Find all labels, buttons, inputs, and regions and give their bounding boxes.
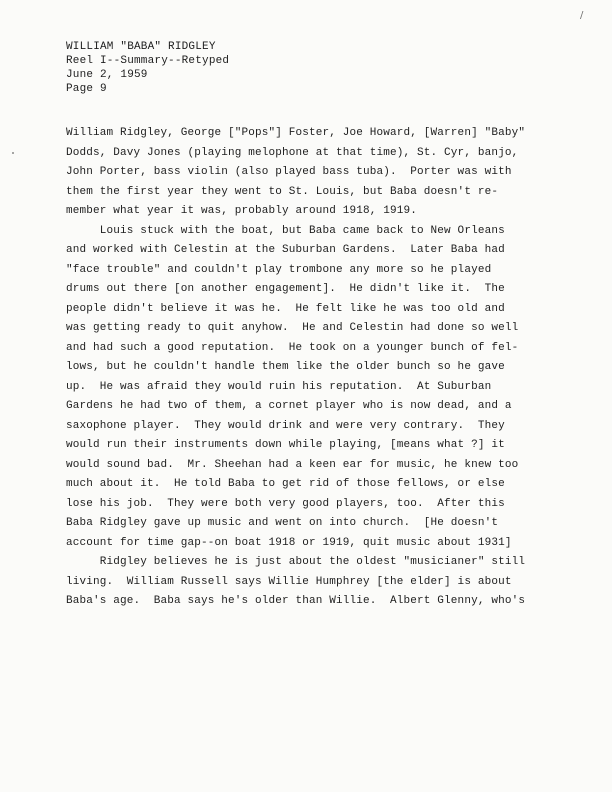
margin-mark: / xyxy=(580,10,584,21)
header-reel: Reel I--Summary--Retyped xyxy=(66,55,230,67)
body-line: Baba Ridgley gave up music and went on into church. [He doesn't xyxy=(66,517,499,529)
document-body xyxy=(66,124,606,612)
body-line: lows, but he couldn't handle them like the older bunch so he gave xyxy=(66,361,505,373)
body-line: up. He was afraid they would ruin his reputation. At Suburban xyxy=(66,380,492,393)
body-line: saxophone player. They would drink and were very contrary. They xyxy=(66,419,505,432)
body-line: would sound bad. Mr. Sheehan had a keen ear for music, he knew too xyxy=(66,458,519,471)
body-line: much about it. He told Baba to get rid of those fellows, or else xyxy=(66,478,505,490)
body-line: William Ridgley, George ["Pops"] Foster, Joe Howard, [Warren] "Baby" xyxy=(66,127,526,139)
body-line: Gardens he had two of them, a cornet player who is now dead, and a xyxy=(66,400,512,412)
body-line: living. William Russell says Willie Humphrey [the elder] is about xyxy=(66,575,512,588)
body-line: was getting ready to quit anyhow. He and Celestin had done so well xyxy=(66,322,519,334)
body-line: Dodds, Davy Jones (playing melophone at that time), St. Cyr, banjo, xyxy=(66,146,519,159)
body-line: would run their instruments down while playing, [means what ?] it xyxy=(66,439,505,451)
body-line: and had such a good reputation. He took on a younger bunch of fel- xyxy=(66,341,519,354)
body-line: and worked with Celestin at the Suburban Gardens. Later Baba had xyxy=(66,244,505,256)
body-line: "face trouble" and couldn't play trombone any more so he played xyxy=(66,263,492,276)
header-title: WILLIAM "BABA" RIDGLEY xyxy=(66,41,216,53)
header-date: June 2, 1959 xyxy=(66,69,148,81)
body-line: Baba's age. Baba says he's older than Willie. Albert Glenny, who's xyxy=(66,595,526,607)
body-line: people didn't believe it was he. He felt like he was too old and xyxy=(66,302,505,315)
document-header xyxy=(66,40,229,96)
body-line: member what year it was, probably around 1918, 1919. xyxy=(66,205,418,217)
body-line: Louis stuck with the boat, but Baba came back to New Orleans xyxy=(66,224,505,237)
body-line: them the first year they went to St. Louis, but Baba doesn't re- xyxy=(66,185,499,198)
header-page-number: Page 9 xyxy=(66,83,107,95)
body-line: account for time gap--on boat 1918 or 1919, quit music about 1931] xyxy=(66,536,512,549)
body-line: lose his job. They were both very good players, too. After this xyxy=(66,497,505,510)
margin-speck xyxy=(12,152,14,154)
body-line: John Porter, bass violin (also played bass tuba). Porter was with xyxy=(66,166,512,178)
body-line: Ridgley believes he is just about the oldest "musicianer" still xyxy=(66,556,526,568)
body-line: drums out there [on another engagement]. He didn't like it. The xyxy=(66,283,505,295)
